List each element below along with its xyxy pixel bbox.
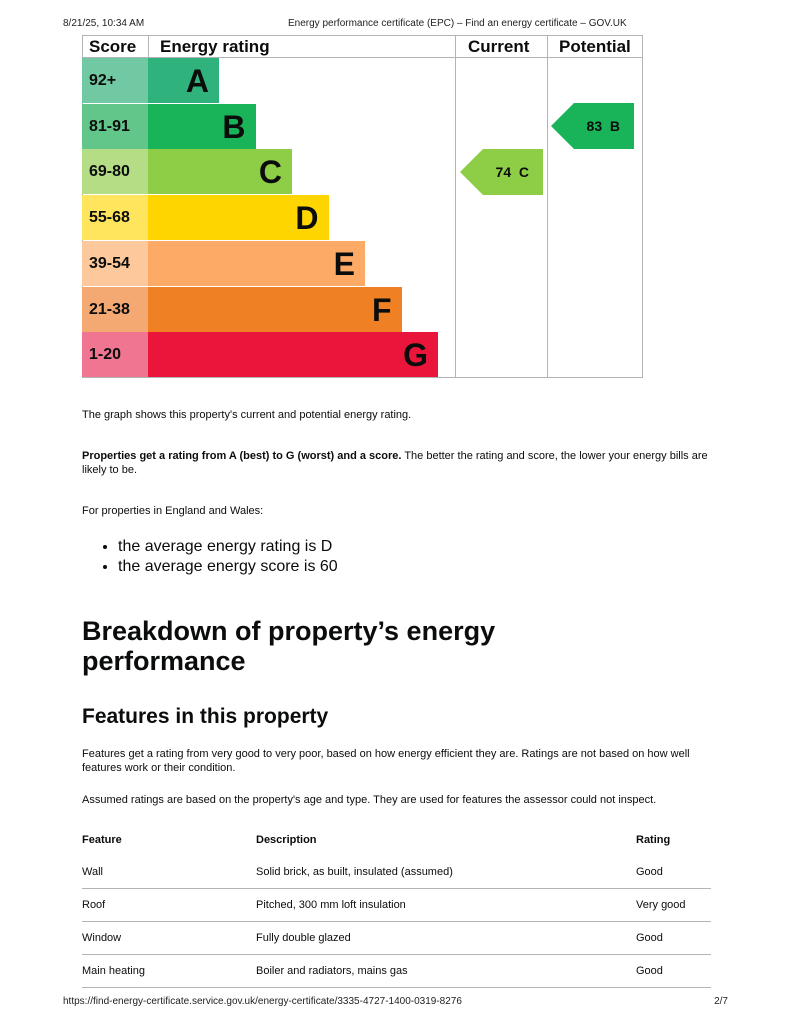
- ratings-explanation-bold: Properties get a rating from A (best) to G (worst) and a score.: [82, 450, 402, 462]
- rating-cell: Good: [636, 922, 711, 955]
- average-ratings-list: [100, 537, 338, 577]
- table-row: [82, 856, 711, 889]
- band-bar: [148, 241, 365, 286]
- table-row: [82, 889, 711, 922]
- print-footer: [63, 996, 728, 1008]
- rating-cell: Good: [636, 955, 711, 988]
- rating-band-c: [82, 149, 455, 194]
- band-letter: B: [222, 108, 246, 145]
- graph-right-border: [642, 35, 643, 378]
- description-cell: Pitched, 300 mm loft insulation: [256, 889, 636, 922]
- table-row: [82, 955, 711, 988]
- band-bar: [148, 149, 292, 194]
- band-letter: F: [371, 291, 392, 328]
- potential-column-divider: [547, 35, 548, 378]
- column-header-description: Description: [256, 833, 317, 846]
- rating-band-d: [82, 195, 455, 240]
- breakdown-heading: Breakdown of property’s energy performance: [82, 616, 496, 676]
- band-bar: [148, 332, 438, 377]
- band-score-range: 21-38: [82, 287, 148, 332]
- feature-cell: Roof: [82, 889, 256, 922]
- column-header-rating: Rating: [636, 833, 671, 846]
- band-bar: [148, 195, 329, 240]
- column-header-feature: Feature: [82, 833, 122, 846]
- rating-band-g: [82, 332, 455, 377]
- band-bar: [148, 104, 256, 149]
- current-rating-arrow: [460, 149, 543, 195]
- band-letter: A: [185, 63, 209, 99]
- band-score-range: 92+: [82, 58, 148, 103]
- list-item: • the average energy score is 60: [118, 557, 338, 577]
- description-cell: Fully double glazed: [256, 922, 636, 955]
- energy-rating-graph: [82, 35, 643, 378]
- header-energy-rating: Energy rating: [160, 37, 270, 56]
- rating-band-f: [82, 287, 455, 332]
- rating-cell: Very good: [636, 889, 711, 922]
- band-score-range: 55-68: [82, 195, 148, 240]
- print-page-title: Energy performance certificate (EPC) – Find an energy certificate – GOV.UK: [288, 18, 627, 29]
- header-score: Score: [89, 37, 137, 56]
- graph-caption: The graph shows this property's current and potential energy rating.: [82, 409, 412, 421]
- header-current: Current: [468, 37, 530, 56]
- print-datetime: 8/21/25, 10:34 AM: [63, 18, 145, 29]
- description-cell: Boiler and radiators, mains gas: [256, 955, 636, 988]
- band-score-range: 69-80: [82, 149, 148, 194]
- feature-cell: Window: [82, 922, 256, 955]
- rating-band-a: [82, 58, 455, 103]
- feature-cell: Wall: [82, 856, 256, 889]
- current-rating-label: 74 C: [495, 164, 529, 180]
- rating-band-b: [82, 104, 455, 149]
- features-table: [82, 823, 711, 988]
- band-letter: G: [403, 337, 428, 374]
- ratings-explanation: [82, 449, 708, 477]
- table-header-row: [82, 823, 711, 856]
- feature-cell: Main heating: [82, 955, 256, 988]
- band-bar: [148, 287, 402, 332]
- band-score-range: 1-20: [82, 332, 148, 377]
- features-heading: Features in this property: [82, 705, 329, 728]
- features-intro: Features get a rating from very good to very poor, based on how energy efficient they are. Ratings are not based on how well features work or their condition.: [82, 748, 690, 774]
- ratings-explanation-rest: The better the rating and score, the lower your energy bills are likely to be.: [82, 450, 708, 476]
- band-letter: E: [333, 245, 355, 282]
- assumed-ratings-note: Assumed ratings are based on the property's age and type. They are used for features the assessor could not inspect.: [82, 794, 657, 806]
- band-letter: D: [295, 200, 319, 237]
- band-score-range: 39-54: [82, 241, 148, 286]
- england-wales-intro: For properties in England and Wales:: [82, 505, 264, 517]
- rating-cell: Good: [636, 856, 711, 889]
- potential-rating-arrow: [551, 103, 634, 149]
- band-bar: [148, 58, 219, 103]
- current-column-divider: [455, 35, 456, 378]
- header-potential: Potential: [559, 37, 631, 56]
- score-column-divider: [148, 35, 149, 57]
- description-cell: Solid brick, as built, insulated (assumed): [256, 856, 636, 889]
- band-letter: C: [258, 154, 282, 191]
- potential-rating-label: 83 B: [586, 118, 620, 134]
- print-url: https://find-energy-certificate.service.gov.uk/energy-certificate/3335-4727-1400-0319-8276: [63, 996, 462, 1007]
- table-row: [82, 922, 711, 955]
- list-item: • the average energy rating is D: [118, 537, 338, 557]
- print-header: [63, 18, 728, 30]
- rating-band-e: [82, 241, 455, 286]
- band-score-range: 81-91: [82, 104, 148, 149]
- print-page-number: 2/7: [714, 996, 728, 1007]
